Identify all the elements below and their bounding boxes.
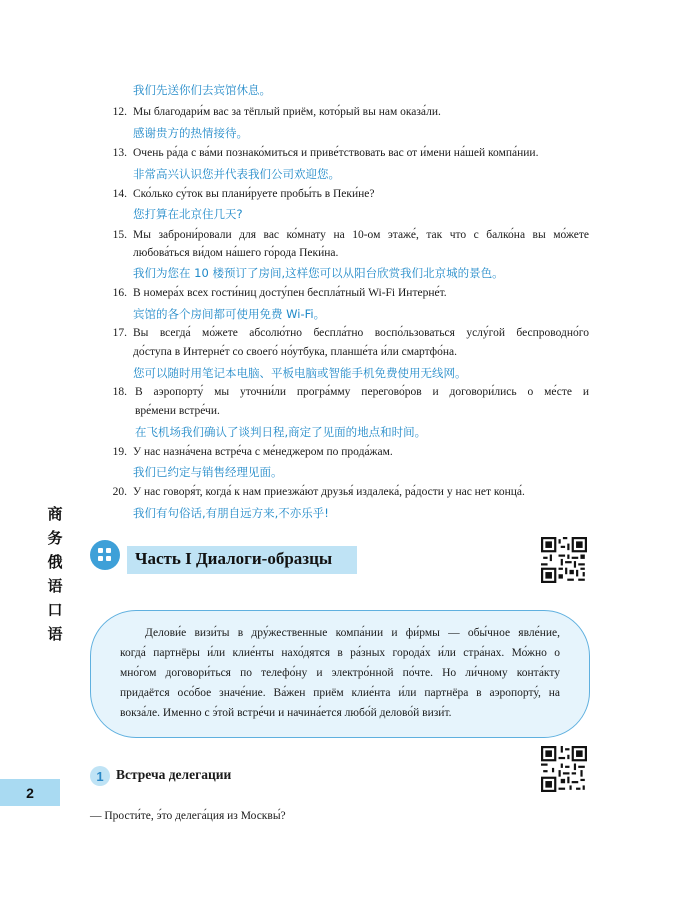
- sentence-18-translation: 在飞机场我们确认了谈判日程,商定了见面的地点和时间。: [135, 425, 427, 439]
- sentence-19-translation: 我们已约定与销售经理见面。: [133, 465, 283, 479]
- intro-text-line: Делови́е визи́ты в дру́жественные компа́нии и фи́рмы — обы́чное явле́ние,: [145, 627, 560, 639]
- sentence-17-translation: 您可以随时用笔记本电脑、平板电脑或智能手机免费使用无线网。: [133, 366, 467, 380]
- sentence-number: 19.: [112, 446, 127, 458]
- sentence-14-translation: 您打算在北京住几天?: [133, 207, 243, 221]
- sentence-number: 15.: [112, 229, 127, 241]
- book-title-char: 俄: [47, 553, 63, 571]
- sentence-18-russian: В аэропорту́ мы уточни́ли програ́мму перегово́ров и договори́лись о ме́сте и: [135, 386, 589, 398]
- book-title-char: 口: [47, 601, 63, 619]
- sentence-15-russian: Мы заброни́ровали для вас ко́мнату на 10-ом этаже́, так что с балко́на вы мо́жете: [133, 229, 589, 241]
- intro-text-line: когда́ партнёры и́ли клие́нты нахо́дятся в ра́зных города́х и́ли стра́нах. Мо́жно о: [120, 647, 560, 659]
- sentence-20-russian: У нас говоря́т, когда́ к нам приезжа́ют друзья́ издалека́, ра́дости у нас нет конца́.: [133, 486, 525, 498]
- dialogue-line: — Прости́те, э́то делега́ция из Москвы́?: [90, 810, 286, 822]
- sentence-number: 18.: [112, 386, 127, 398]
- sentence-13-translation: 非常高兴认识您并代表我们公司欢迎您。: [133, 167, 340, 181]
- sentence-19-russian: У нас назна́чена встре́ча с ме́неджером по прода́жам.: [133, 446, 393, 458]
- sentence-13-russian: Очень ра́да с ва́ми познако́миться и приве́тствовать вас от и́мени на́шей компа́нии.: [133, 147, 539, 159]
- sentence-18-russian-cont: вре́мени встре́чи.: [135, 405, 220, 417]
- sentence-20-translation: 我们有句俗话,有朋自远方来,不亦乐乎!: [133, 506, 329, 520]
- sentence-number: 16.: [112, 287, 127, 299]
- book-title-char: 务: [47, 529, 63, 547]
- dialogue-number-badge: 1: [90, 766, 110, 786]
- intro-text-line: мно́гом договори́ться по телефо́ну и электро́нной по́чте. Но ли́чному конта́кту: [120, 667, 560, 679]
- section-icon: [90, 540, 120, 570]
- dialogue-title: Встреча делегации: [116, 767, 232, 782]
- sentence-number: 12.: [112, 106, 127, 118]
- book-title-char: 语: [47, 577, 63, 595]
- sentence-17-russian: Вы всегда́ мо́жете абсолю́тно беспла́тно воспо́льзоваться услу́гой беспроводно́го: [133, 327, 589, 339]
- sentence-16-russian: В номера́х всех гости́ниц досту́пен беспла́тный Wi-Fi Интерне́т.: [133, 287, 447, 299]
- sentence-12-russian: Мы благодари́м вас за тёплый приём, кото́рый вы нам оказа́ли.: [133, 106, 441, 118]
- intro-text-line: вокза́ле. Именно с э́той встре́чи и начина́ется любо́й делово́й визи́т.: [120, 707, 452, 719]
- sentence-number: 14.: [112, 188, 127, 200]
- sentence-17-russian-cont: до́ступа в Интерне́т со своего́ но́утбука, планше́та и́ли смартфо́на.: [133, 346, 458, 358]
- page-number: 2: [0, 779, 60, 806]
- qr-code-icon[interactable]: [541, 537, 587, 583]
- sentence-14-russian: Ско́лько су́ток вы плани́руете пробы́ть в Пеки́не?: [133, 188, 375, 200]
- dialogue-grid-icon: [90, 540, 120, 570]
- section-title: Часть I Диалоги-образцы: [135, 549, 333, 568]
- qr-code-icon[interactable]: [541, 746, 587, 792]
- sentence-16-translation: 宾馆的各个房间都可使用免费 Wi-Fi。: [133, 307, 326, 321]
- sentence-15-translation: 我们为您在 10 楼预订了房间,这样您可以从阳台欣赏我们北京城的景色。: [133, 266, 504, 280]
- sentence-15-russian-cont: любова́ться ви́дом на́шего го́рода Пеки́на.: [133, 247, 339, 259]
- book-title-vertical: [44, 502, 66, 646]
- sentence-number: 20.: [112, 486, 127, 498]
- book-title-char: 商: [47, 505, 63, 523]
- sentence-12-translation: 感谢贵方的热情接待。: [133, 126, 248, 140]
- sentence-11-translation: 我们先送你们去宾馆休息。: [133, 83, 271, 97]
- book-title-char: 语: [47, 625, 63, 643]
- sentence-number: 17.: [112, 327, 127, 339]
- intro-text-line: придаётся осо́бое значе́ние. Ва́жен приём клие́нта и́ли партнёра в аэропорту́, на: [120, 687, 560, 699]
- sentence-number: 13.: [112, 147, 127, 159]
